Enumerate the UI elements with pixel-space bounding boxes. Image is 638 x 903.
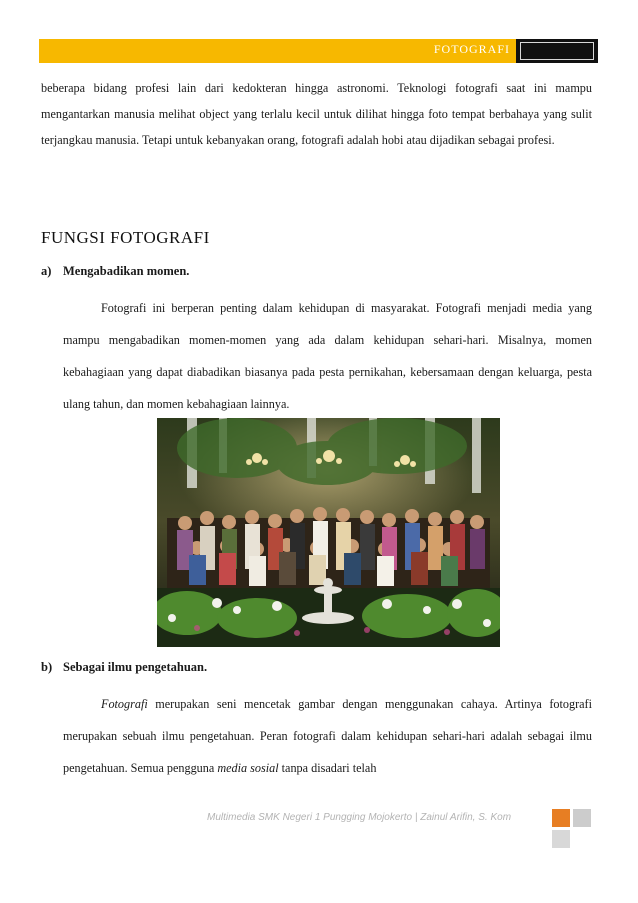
group-photo bbox=[157, 418, 500, 647]
header-box bbox=[516, 39, 598, 63]
item-b-label: b) bbox=[41, 660, 53, 674]
item-b-text-1: merupakan seni mencetak gambar dengan menggunakan cahaya. Artinya fotografi merupakan sebuah ilmu pengetahuan. Peran fotografi dalam kehidupan sehari-hari adalah sebagai ilmu pengetahuan. Semua pengguna bbox=[63, 697, 592, 775]
item-b-title: Sebagai ilmu pengetahuan. bbox=[63, 660, 208, 674]
item-a-body: Fotografi ini berperan penting dalam kehidupan di masyarakat. Fotografi menjadi media yang mampu mengabadikan momen-momen yang ada dalam kehidupan sehari-hari. Misalnya, momen kebahagiaan yang dapat diabadikan biasanya pada pesta pernikahan, kebersamaan dengan keluarga, pesta ulang tahun, dan momen kebahagiaan lainnya. bbox=[63, 301, 592, 411]
header-title: FOTOGRAFI bbox=[433, 42, 510, 56]
item-b-em-media-sosial: media sosial bbox=[217, 761, 279, 775]
footer-text: Multimedia SMK Negeri 1 Pungging Mojokerto | Zainul Arifin, S. Kom bbox=[207, 812, 512, 823]
item-b-heading bbox=[41, 660, 207, 675]
item-b-body bbox=[63, 688, 592, 784]
section-title: FUNGSI FOTOGRAFI bbox=[41, 228, 210, 247]
footer-square-light bbox=[552, 830, 570, 848]
footer-square-gray bbox=[573, 809, 591, 827]
item-b-em-fotografi: Fotografi bbox=[101, 697, 148, 711]
intro-paragraph: beberapa bidang profesi lain dari kedokteran hingga astronomi. Teknologi fotografi saat ini mampu mengantarkan manusia melihat object yang terlalu kecil untuk dilihat hingga foto tempat berbahaya yang sulit terjangkau manusia. Tetapi untuk kebanyakan orang, fotografi adalah hobi atau dijadikan sebagai profesi. bbox=[41, 81, 592, 147]
header-bar bbox=[39, 39, 598, 63]
group-photo-image bbox=[157, 418, 500, 647]
item-b-text-2: tanpa disadari telah bbox=[278, 761, 377, 775]
item-a-heading bbox=[41, 264, 189, 279]
item-a-title: Mengabadikan momen. bbox=[63, 264, 190, 278]
footer-square-orange bbox=[552, 809, 570, 827]
item-a-label: a) bbox=[41, 264, 52, 278]
